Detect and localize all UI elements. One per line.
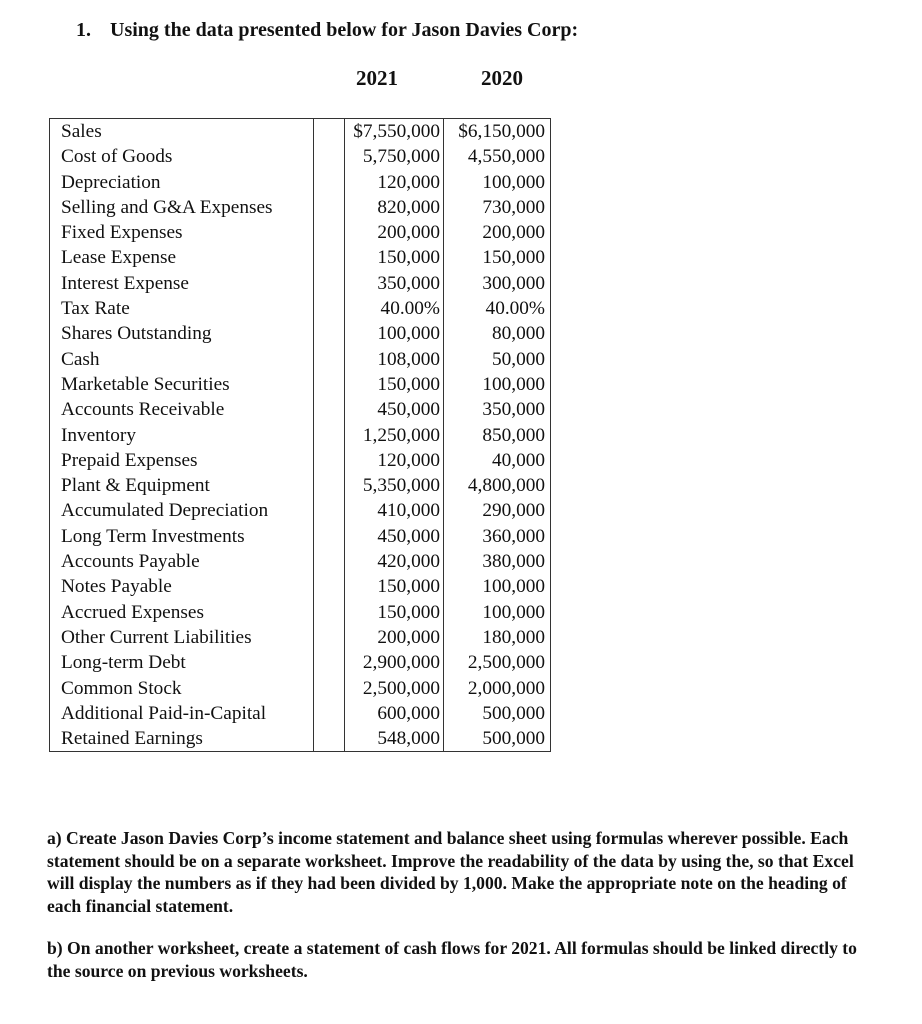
row-label: Long-term Debt: [50, 650, 314, 675]
value-2020: 300,000: [444, 271, 551, 296]
value-2021: 120,000: [345, 448, 444, 473]
financial-data-table: [49, 118, 551, 752]
question-number: 1.: [76, 19, 91, 41]
row-label: Common Stock: [50, 676, 314, 701]
table-row: [50, 726, 551, 752]
row-label: Tax Rate: [50, 296, 314, 321]
row-spacer: [314, 245, 345, 270]
table-row: [50, 195, 551, 220]
row-label: Accounts Receivable: [50, 397, 314, 422]
row-spacer: [314, 473, 345, 498]
row-label: Selling and G&A Expenses: [50, 195, 314, 220]
row-spacer: [314, 144, 345, 169]
table-row: [50, 600, 551, 625]
table-row: [50, 245, 551, 270]
row-label: Retained Earnings: [50, 726, 314, 752]
table-row: [50, 271, 551, 296]
row-label: Lease Expense: [50, 245, 314, 270]
row-label: Inventory: [50, 423, 314, 448]
table-row: [50, 498, 551, 523]
row-spacer: [314, 650, 345, 675]
table-row: [50, 372, 551, 397]
value-2020: 4,550,000: [444, 144, 551, 169]
value-2020: 730,000: [444, 195, 551, 220]
question-heading: [76, 19, 578, 42]
row-label: Long Term Investments: [50, 524, 314, 549]
table-row: [50, 473, 551, 498]
value-2020: 100,000: [444, 372, 551, 397]
part-b-instructions: b) On another worksheet, create a statement of cash flows for 2021. All formulas should be linked directly to the source on previous worksheets.: [47, 938, 857, 981]
table-row: [50, 524, 551, 549]
row-spacer: [314, 701, 345, 726]
value-2021: 120,000: [345, 170, 444, 195]
row-label: Marketable Securities: [50, 372, 314, 397]
value-2021: 2,500,000: [345, 676, 444, 701]
row-spacer: [314, 271, 345, 296]
row-spacer: [314, 625, 345, 650]
row-spacer: [314, 448, 345, 473]
row-label: Cash: [50, 347, 314, 372]
value-2021: 150,000: [345, 574, 444, 599]
value-2021: 5,350,000: [345, 473, 444, 498]
value-2020: 150,000: [444, 245, 551, 270]
value-2021: 150,000: [345, 372, 444, 397]
value-2021: 410,000: [345, 498, 444, 523]
value-2021: 40.00%: [345, 296, 444, 321]
row-label: Sales: [50, 119, 314, 145]
row-spacer: [314, 423, 345, 448]
year-header-2020: 2020: [481, 66, 523, 90]
row-spacer: [314, 574, 345, 599]
value-2020: 40.00%: [444, 296, 551, 321]
row-label: Other Current Liabilities: [50, 625, 314, 650]
value-2020: 50,000: [444, 347, 551, 372]
value-2020: 100,000: [444, 600, 551, 625]
table-row: [50, 549, 551, 574]
value-2020: 850,000: [444, 423, 551, 448]
row-label: Interest Expense: [50, 271, 314, 296]
row-spacer: [314, 498, 345, 523]
row-spacer: [314, 397, 345, 422]
row-spacer: [314, 600, 345, 625]
row-spacer: [314, 296, 345, 321]
value-2020: 180,000: [444, 625, 551, 650]
value-2021: 150,000: [345, 600, 444, 625]
value-2020: 500,000: [444, 726, 551, 752]
value-2020: 200,000: [444, 220, 551, 245]
table-row: [50, 650, 551, 675]
row-label: Accrued Expenses: [50, 600, 314, 625]
value-2021: $7,550,000: [345, 119, 444, 145]
value-2021: 820,000: [345, 195, 444, 220]
row-label: Additional Paid-in-Capital: [50, 701, 314, 726]
value-2020: 4,800,000: [444, 473, 551, 498]
row-spacer: [314, 321, 345, 346]
table-row: [50, 119, 551, 145]
row-spacer: [314, 372, 345, 397]
value-2020: 290,000: [444, 498, 551, 523]
value-2020: 100,000: [444, 574, 551, 599]
value-2020: 500,000: [444, 701, 551, 726]
value-2020: 380,000: [444, 549, 551, 574]
value-2021: 150,000: [345, 245, 444, 270]
row-label: Prepaid Expenses: [50, 448, 314, 473]
row-label: Depreciation: [50, 170, 314, 195]
table-row: [50, 296, 551, 321]
part-a-instructions: a) Create Jason Davies Corp’s income statement and balance sheet using formulas wherever possible. Each statement should be on a separate worksheet. Improve the readability of the data by using the, so that Excel will display the numbers as if they had been divided by 1,000. Make the appropriate note on the heading of each financial statement.: [47, 828, 854, 916]
value-2021: 600,000: [345, 701, 444, 726]
value-2021: 450,000: [345, 397, 444, 422]
value-2020: 80,000: [444, 321, 551, 346]
value-2021: 100,000: [345, 321, 444, 346]
row-spacer: [314, 524, 345, 549]
value-2020: 2,000,000: [444, 676, 551, 701]
value-2020: 2,500,000: [444, 650, 551, 675]
table-row: [50, 347, 551, 372]
row-spacer: [314, 549, 345, 574]
table-row: [50, 144, 551, 169]
value-2021: 108,000: [345, 347, 444, 372]
table-row: [50, 220, 551, 245]
row-spacer: [314, 119, 345, 145]
value-2021: 200,000: [345, 220, 444, 245]
row-spacer: [314, 676, 345, 701]
value-2021: 450,000: [345, 524, 444, 549]
table-row: [50, 397, 551, 422]
row-spacer: [314, 195, 345, 220]
value-2020: 360,000: [444, 524, 551, 549]
value-2021: 1,250,000: [345, 423, 444, 448]
table-row: [50, 170, 551, 195]
value-2021: 548,000: [345, 726, 444, 752]
row-label: Notes Payable: [50, 574, 314, 599]
row-spacer: [314, 170, 345, 195]
table-row: [50, 625, 551, 650]
value-2021: 5,750,000: [345, 144, 444, 169]
value-2021: 200,000: [345, 625, 444, 650]
value-2021: 350,000: [345, 271, 444, 296]
row-spacer: [314, 220, 345, 245]
table-row: [50, 701, 551, 726]
table-row: [50, 574, 551, 599]
value-2021: 420,000: [345, 549, 444, 574]
value-2020: 350,000: [444, 397, 551, 422]
row-spacer: [314, 347, 345, 372]
value-2020: $6,150,000: [444, 119, 551, 145]
row-label: Plant & Equipment: [50, 473, 314, 498]
value-2020: 40,000: [444, 448, 551, 473]
question-text: Using the data presented below for Jason Davies Corp:: [110, 19, 579, 41]
table-row: [50, 321, 551, 346]
row-label: Accounts Payable: [50, 549, 314, 574]
table-row: [50, 448, 551, 473]
table-row: [50, 676, 551, 701]
year-header-2021: 2021: [356, 66, 398, 90]
row-label: Fixed Expenses: [50, 220, 314, 245]
row-label: Shares Outstanding: [50, 321, 314, 346]
row-label: Cost of Goods: [50, 144, 314, 169]
value-2021: 2,900,000: [345, 650, 444, 675]
value-2020: 100,000: [444, 170, 551, 195]
row-label: Accumulated Depreciation: [50, 498, 314, 523]
table-row: [50, 423, 551, 448]
row-spacer: [314, 726, 345, 752]
